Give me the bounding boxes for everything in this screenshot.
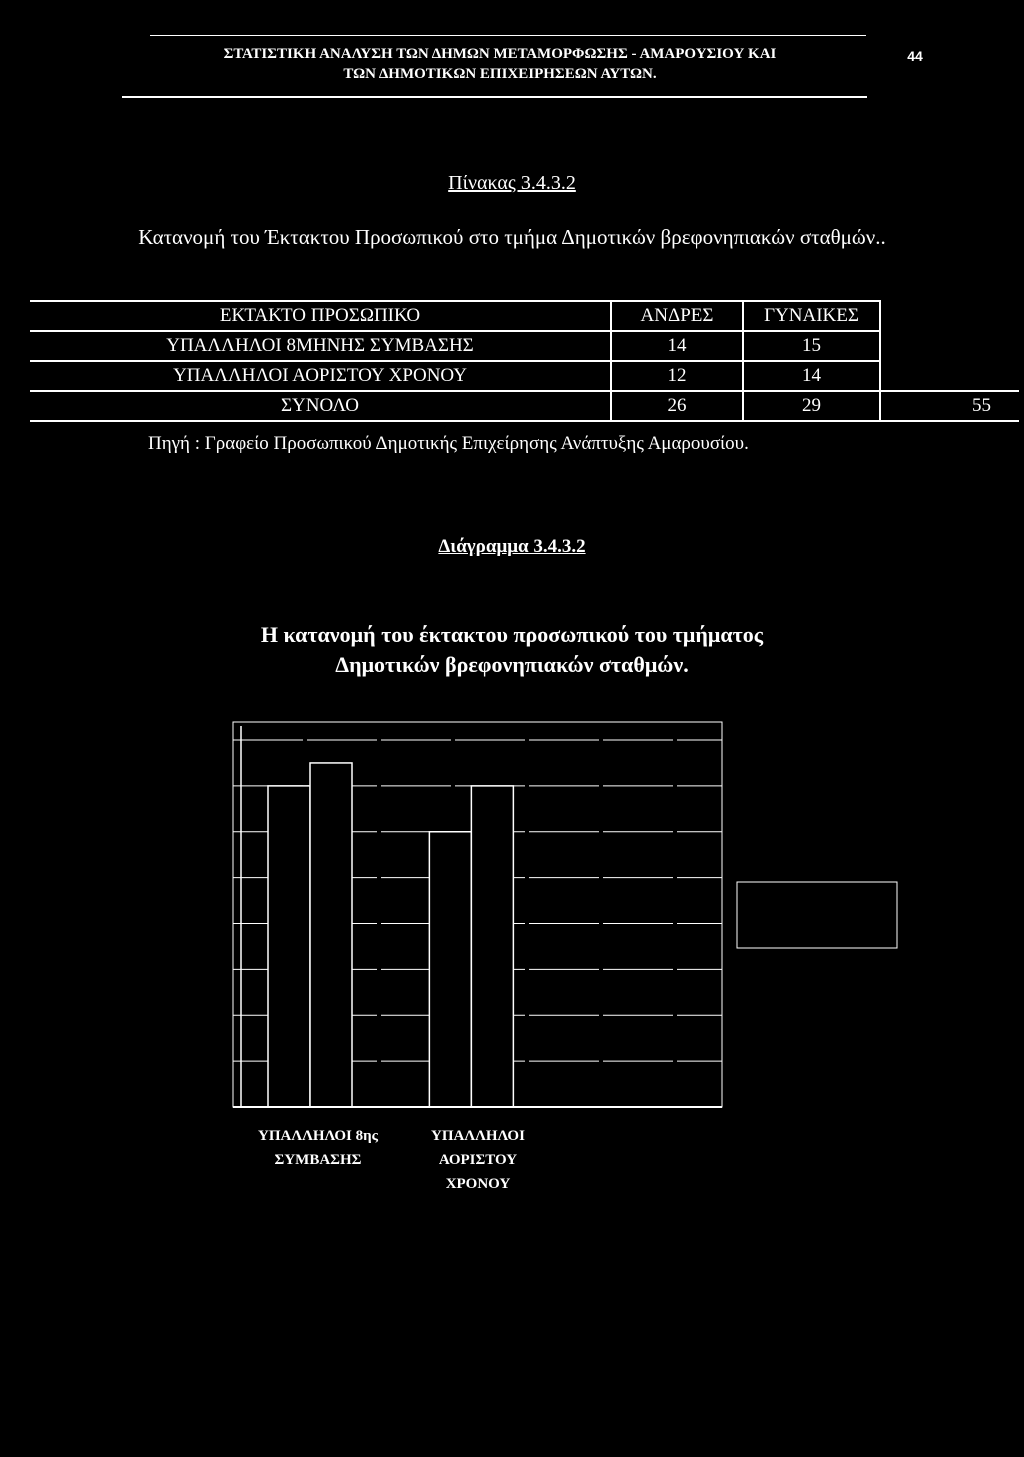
running-header-line2: ΤΩΝ ΔΗΜΟΤΙΚΩΝ ΕΠΙΧΕΙΡΗΣΕΩΝ ΑΥΤΩΝ. xyxy=(343,66,657,82)
total-all: 55 xyxy=(880,391,1019,421)
diagram-title-line1: Η κατανομή του έκτακτου προσωπικού του τμήματος xyxy=(260,622,764,647)
header-women: ΓΥΝΑΙΚΕΣ xyxy=(743,301,880,331)
total-men: 26 xyxy=(611,391,743,421)
x-tick-label-line: ΥΠΑΛΛΗΛΟΙ xyxy=(431,1128,525,1144)
diagram-caption-number: Διάγραμμα 3.4.3.2 xyxy=(438,536,586,557)
table-caption-number: Πίνακας 3.4.3.2 xyxy=(448,172,576,194)
header-category: ΕΚΤΑΚΤΟ ΠΡΟΣΩΠΙΚΟ xyxy=(30,301,611,331)
row-men: 12 xyxy=(611,361,743,391)
total-women: 29 xyxy=(743,391,880,421)
x-tick-label-line: ΑΟΡΙΣΤΟΥ xyxy=(438,1152,518,1168)
x-tick-label-line: ΥΠΑΛΛΗΛΟΙ 8ης xyxy=(258,1128,378,1144)
row-label: ΥΠΑΛΛΗΛΟΙ ΑΟΡΙΣΤΟΥ ΧΡΟΝΟΥ xyxy=(30,361,611,391)
diagram-title-line2: Δημοτικών βρεφονηπιακών σταθμών. xyxy=(335,652,689,677)
row-women: 15 xyxy=(743,331,880,361)
bar xyxy=(310,763,352,1107)
bar xyxy=(429,832,471,1107)
row-label: ΥΠΑΛΛΗΛΟΙ 8ΜΗΝΗΣ ΣΥΜΒΑΣΗΣ xyxy=(30,331,611,361)
running-header-line1: ΣΤΑΤΙΣΤΙΚΗ ΑΝΑΛΥΣΗ ΤΩΝ ΔΗΜΩΝ ΜΕΤΑΜΟΡΦΩΣΗΣ - ΑΜΑΡΟΥΣΙΟΥ ΚΑΙ xyxy=(223,46,777,62)
bar xyxy=(268,786,310,1107)
x-tick-label xyxy=(393,1124,563,1196)
header-men: ΑΝΔΡΕΣ xyxy=(611,301,743,331)
row-men: 14 xyxy=(611,331,743,361)
x-tick-label-line: ΣΥΜΒΑΣΗΣ xyxy=(274,1152,362,1168)
bar xyxy=(471,786,513,1107)
table-caption-text: Κατανομή του Έκτακτου Προσωπικού στο τμήμα Δημοτικών βρεφονηπιακών σταθμών.. xyxy=(138,225,886,249)
x-tick-label xyxy=(233,1124,403,1172)
table-source: Πηγή : Γραφείο Προσωπικού Δημοτικής Επιχείρησης Ανάπτυξης Αμαρουσίου. xyxy=(148,433,749,454)
legend-box xyxy=(737,882,897,948)
x-tick-label-line: ΧΡΟΝΟΥ xyxy=(445,1176,511,1192)
row-women: 14 xyxy=(743,361,880,391)
page-number: 44 xyxy=(907,48,923,64)
total-label: ΣΥΝΟΛΟ xyxy=(30,391,611,421)
